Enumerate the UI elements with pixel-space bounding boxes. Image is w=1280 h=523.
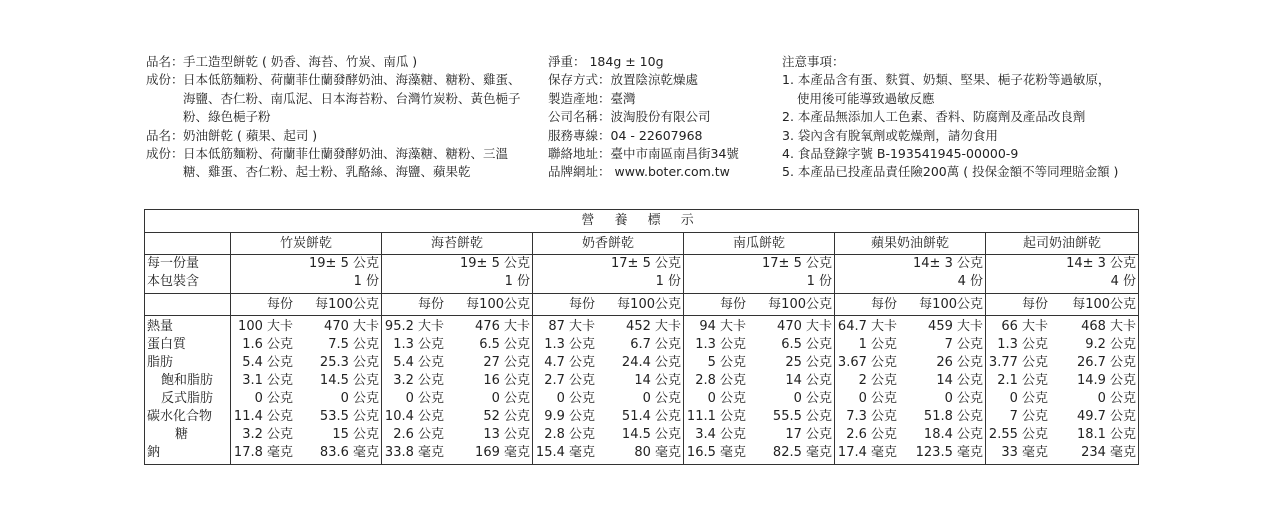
product-name-header: 起司奶油餅乾 — [986, 233, 1139, 255]
serving-info — [533, 255, 684, 294]
notes-title: 注意事項： — [782, 54, 845, 69]
company-info — [548, 53, 768, 182]
nutrient-label: 碳水化合物 — [147, 409, 213, 424]
per-100g-value: 169 毫克 — [475, 445, 530, 460]
per-serving-value: 2.55 公克 — [988, 427, 1048, 442]
per-serving-value: 5.4 公克 — [242, 355, 293, 370]
serving-size-label: 每一份量 — [147, 256, 200, 271]
per-100g-value: 51.8 公克 — [923, 409, 983, 424]
net-weight: 淨重： 184g ± 10g — [548, 54, 664, 69]
serving-info — [835, 255, 986, 294]
per-100g-value: 6.7 公克 — [630, 337, 681, 352]
per-serving-value: 9.9 公克 — [544, 409, 595, 424]
per-serving-value: 3.1 公克 — [242, 373, 293, 388]
per-serving-header: 每份 — [266, 297, 293, 312]
per-serving-value: 0 公克 — [858, 391, 897, 406]
product-header-row — [145, 233, 1139, 255]
company-name: 公司名稱：波淘股份有限公司 — [548, 109, 711, 125]
note-item: 1. 本產品含有蛋、麩質、奶類、堅果、梔子花粉等過敏原， — [782, 72, 1111, 88]
per-serving-value: 2.6 公克 — [393, 427, 444, 442]
per-serving-value: 2.6 公克 — [846, 427, 897, 442]
per-100g-header: 每100公克 — [919, 297, 983, 312]
per-serving-value: 3.2 公克 — [242, 427, 293, 442]
per-100g-value: 17 公克 — [785, 427, 832, 442]
serving-size-value: 17± 5 公克 — [762, 256, 832, 271]
per-100g-value: 26 公克 — [936, 355, 983, 370]
per-serving-value: 0 公克 — [1009, 391, 1048, 406]
per-serving-value: 15.4 毫克 — [535, 445, 595, 460]
per-100g-value: 14 公克 — [936, 373, 983, 388]
per-100g-value: 0 公克 — [793, 391, 832, 406]
per-serving-value: 10.4 公克 — [384, 409, 444, 424]
per-100g-value: 14.5 公克 — [621, 427, 681, 442]
product-name-header: 蘋果奶油餅乾 — [835, 233, 986, 255]
per-serving-value: 0 公克 — [254, 391, 293, 406]
per-100g-value: 470 大卡 — [777, 319, 832, 334]
per-serving-value: 3.4 公克 — [695, 427, 746, 442]
per-serving-value: 1.6 公克 — [242, 337, 293, 352]
per-100g-header: 每100公克 — [315, 297, 379, 312]
unit-header — [231, 294, 382, 316]
servings-label: 本包裝含 — [147, 274, 200, 289]
per-serving-value: 66 大卡 — [1001, 319, 1048, 334]
per-serving-value: 3.2 公克 — [393, 373, 444, 388]
per-serving-value: 1.3 公克 — [393, 337, 444, 352]
note-item: 2. 本產品無添加人工色素、香料、防腐劑及產品改良劑 — [782, 109, 1086, 125]
nutrition-table — [144, 209, 1139, 465]
per-100g-value: 15 公克 — [332, 427, 379, 442]
per-100g-value: 7.5 公克 — [328, 337, 379, 352]
per-serving-value: 33.8 毫克 — [384, 445, 444, 460]
per-100g-value: 18.4 公克 — [923, 427, 983, 442]
nutrient-values — [382, 316, 533, 465]
per-100g-value: 6.5 公克 — [479, 337, 530, 352]
per-100g-header: 每100公克 — [768, 297, 832, 312]
per-serving-header: 每份 — [719, 297, 746, 312]
serving-size-value: 14± 3 公克 — [1066, 256, 1137, 271]
per-100g-value: 9.2 公克 — [1085, 337, 1137, 352]
per-serving-value: 64.7 大卡 — [837, 319, 897, 334]
per-serving-value: 87 大卡 — [548, 319, 595, 334]
serving-info — [231, 255, 382, 294]
per-100g-header: 每100公克 — [466, 297, 530, 312]
servings-value: 1 份 — [353, 274, 379, 289]
nutrient-values — [986, 316, 1139, 465]
per-100g-value: 468 大卡 — [1081, 319, 1137, 334]
per-100g-value: 14 公克 — [785, 373, 832, 388]
note-item: 使用後可能導致過敏反應 — [797, 90, 935, 106]
address: 聯絡地址：臺中市南區南昌街34號 — [548, 146, 739, 162]
per-100g-value: 52 公克 — [483, 409, 530, 424]
per-100g-value: 14.9 公克 — [1076, 373, 1137, 388]
serving-size-value: 19± 5 公克 — [309, 256, 379, 271]
unit-header — [986, 294, 1139, 316]
per-serving-value: 17.8 毫克 — [233, 445, 293, 460]
per-serving-value: 3.67 公克 — [837, 355, 897, 370]
per-serving-value: 0 公克 — [405, 391, 444, 406]
per-100g-value: 7 公克 — [944, 337, 983, 352]
per-100g-value: 25.3 公克 — [319, 355, 379, 370]
nutrient-labels — [145, 316, 231, 465]
per-100g-value: 16 公克 — [483, 373, 530, 388]
per-100g-value: 14.5 公克 — [319, 373, 379, 388]
note-item: 3. 袋內含有脫氧劑或乾燥劑，請勿食用 — [782, 127, 998, 143]
product-name-1: 品名： 手工造型餅乾 ( 奶香、海苔、竹炭、南瓜 ) — [146, 54, 418, 69]
per-serving-value: 11.1 公克 — [686, 409, 746, 424]
serving-size-value: 19± 5 公克 — [460, 256, 530, 271]
serving-size-value: 14± 3 公克 — [913, 256, 983, 271]
serving-info — [382, 255, 533, 294]
nutrient-label: 蛋白質 — [147, 337, 187, 352]
product-info — [146, 53, 531, 182]
serving-row — [145, 255, 1139, 294]
unit-header-row — [145, 294, 1139, 316]
per-serving-value: 2.7 公克 — [544, 373, 595, 388]
per-serving-value: 95.2 大卡 — [384, 319, 444, 334]
per-100g-value: 0 公克 — [642, 391, 681, 406]
note-item: 5. 本產品已投產品責任險200萬 ( 投保金額不等同理賠金額 ) — [782, 164, 1119, 180]
product-name-header: 竹炭餅乾 — [231, 233, 382, 255]
per-serving-value: 1 公克 — [858, 337, 897, 352]
nutrition-title: 營 養 標 示 — [145, 210, 1139, 233]
per-100g-value: 51.4 公克 — [621, 409, 681, 424]
per-100g-value: 0 公克 — [1097, 391, 1137, 406]
per-serving-value: 5.4 公克 — [393, 355, 444, 370]
nutrient-label: 熱量 — [147, 319, 174, 334]
ingredients-1: 成份： 日本低筋麵粉、荷蘭菲仕蘭發酵奶油、海藻糖、糖粉、雞蛋、海鹽、杏仁粉、南瓜泥、日本海苔粉、台灣竹炭粉、黃色梔子粉、綠色梔子粉 — [146, 72, 521, 125]
per-serving-value: 100 大卡 — [238, 319, 293, 334]
nutrient-label: 飽和脂肪 — [161, 373, 214, 388]
per-100g-value: 0 公克 — [340, 391, 379, 406]
servings-value: 4 份 — [957, 274, 983, 289]
per-serving-value: 2.1 公克 — [997, 373, 1048, 388]
per-100g-header: 每100公克 — [1072, 297, 1137, 312]
nutrient-values — [684, 316, 835, 465]
servings-value: 1 份 — [504, 274, 530, 289]
brand-website: 品牌網址： www.boter.com.tw — [548, 164, 730, 180]
per-100g-value: 452 大卡 — [626, 319, 681, 334]
per-serving-value: 2.8 公克 — [544, 427, 595, 442]
per-serving-value: 11.4 公克 — [233, 409, 293, 424]
per-100g-value: 82.5 毫克 — [772, 445, 832, 460]
nutrient-values — [231, 316, 382, 465]
per-serving-value: 1.3 公克 — [997, 337, 1048, 352]
nutrient-label: 糖 — [175, 427, 189, 442]
per-serving-value: 0 公克 — [556, 391, 595, 406]
per-100g-value: 27 公克 — [483, 355, 530, 370]
header-blank — [145, 233, 231, 255]
per-100g-value: 459 大卡 — [928, 319, 983, 334]
servings-value: 1 份 — [655, 274, 681, 289]
per-serving-header: 每份 — [870, 297, 897, 312]
serving-info — [684, 255, 835, 294]
per-100g-value: 55.5 公克 — [772, 409, 832, 424]
per-serving-value: 1.3 公克 — [544, 337, 595, 352]
per-100g-value: 14 公克 — [634, 373, 681, 388]
per-serving-value: 4.7 公克 — [544, 355, 595, 370]
per-100g-value: 0 公克 — [491, 391, 530, 406]
note-item: 4. 食品登錄字號 B-193541945-00000-9 — [782, 146, 1019, 162]
per-serving-value: 1.3 公克 — [695, 337, 746, 352]
per-serving-value: 33 毫克 — [1001, 445, 1048, 460]
per-100g-value: 234 毫克 — [1081, 445, 1137, 460]
per-serving-value: 2.8 公克 — [695, 373, 746, 388]
per-100g-value: 83.6 毫克 — [319, 445, 379, 460]
unit-blank — [145, 294, 231, 316]
serving-labels — [145, 255, 231, 294]
unit-header — [382, 294, 533, 316]
unit-header — [533, 294, 684, 316]
origin: 製造產地：臺灣 — [548, 90, 636, 106]
per-100g-header: 每100公克 — [617, 297, 681, 312]
per-serving-value: 5 公克 — [707, 355, 746, 370]
nutrient-label: 反式脂肪 — [161, 391, 214, 406]
per-serving-value: 7.3 公克 — [846, 409, 897, 424]
nutrient-label: 鈉 — [147, 445, 161, 460]
nutrient-values-row — [145, 316, 1139, 465]
per-serving-value: 17.4 毫克 — [837, 445, 897, 460]
per-100g-value: 49.7 公克 — [1076, 409, 1137, 424]
servings-value: 4 份 — [1110, 274, 1137, 289]
per-100g-value: 53.5 公克 — [319, 409, 379, 424]
nutrient-values — [835, 316, 986, 465]
per-serving-value: 3.77 公克 — [988, 355, 1048, 370]
per-serving-value: 94 大卡 — [699, 319, 746, 334]
unit-header — [684, 294, 835, 316]
service-phone: 服務專線：04 - 22607968 — [548, 127, 703, 143]
nutrient-values — [533, 316, 684, 465]
per-100g-value: 6.5 公克 — [781, 337, 832, 352]
servings-value: 1 份 — [806, 274, 832, 289]
nutrition-title-row — [145, 210, 1139, 233]
per-serving-header: 每份 — [1021, 297, 1048, 312]
unit-header — [835, 294, 986, 316]
product-name-header: 南瓜餅乾 — [684, 233, 835, 255]
per-100g-value: 24.4 公克 — [621, 355, 681, 370]
per-100g-value: 18.1 公克 — [1076, 427, 1137, 442]
per-100g-value: 0 公克 — [944, 391, 983, 406]
per-100g-value: 26.7 公克 — [1076, 355, 1137, 370]
product-name-2: 品名： 奶油餅乾 ( 蘋果、起司 ) — [146, 127, 318, 143]
storage-method: 保存方式：放置陰涼乾燥處 — [548, 72, 699, 88]
per-serving-header: 每份 — [568, 297, 595, 312]
nutrient-label: 脂肪 — [147, 355, 174, 370]
serving-size-value: 17± 5 公克 — [611, 256, 681, 271]
per-serving-value: 2 公克 — [858, 373, 897, 388]
product-name-header: 海苔餅乾 — [382, 233, 533, 255]
serving-info — [986, 255, 1139, 294]
product-name-header: 奶香餅乾 — [533, 233, 684, 255]
per-serving-header: 每份 — [417, 297, 444, 312]
notes — [782, 53, 1162, 182]
per-100g-value: 470 大卡 — [324, 319, 379, 334]
ingredients-2: 成份： 日本低筋麵粉、荷蘭菲仕蘭發酵奶油、海藻糖、糖粉、三溫糖、雞蛋、杏仁粉、起士粉、乳酪絲、海鹽、蘋果乾 — [146, 146, 509, 180]
per-100g-value: 25 公克 — [785, 355, 832, 370]
per-100g-value: 80 毫克 — [634, 445, 681, 460]
per-100g-value: 476 大卡 — [475, 319, 530, 334]
per-100g-value: 13 公克 — [483, 427, 530, 442]
per-serving-value: 7 公克 — [1009, 409, 1048, 424]
per-serving-value: 16.5 毫克 — [686, 445, 746, 460]
per-serving-value: 0 公克 — [707, 391, 746, 406]
per-100g-value: 123.5 毫克 — [915, 445, 983, 460]
